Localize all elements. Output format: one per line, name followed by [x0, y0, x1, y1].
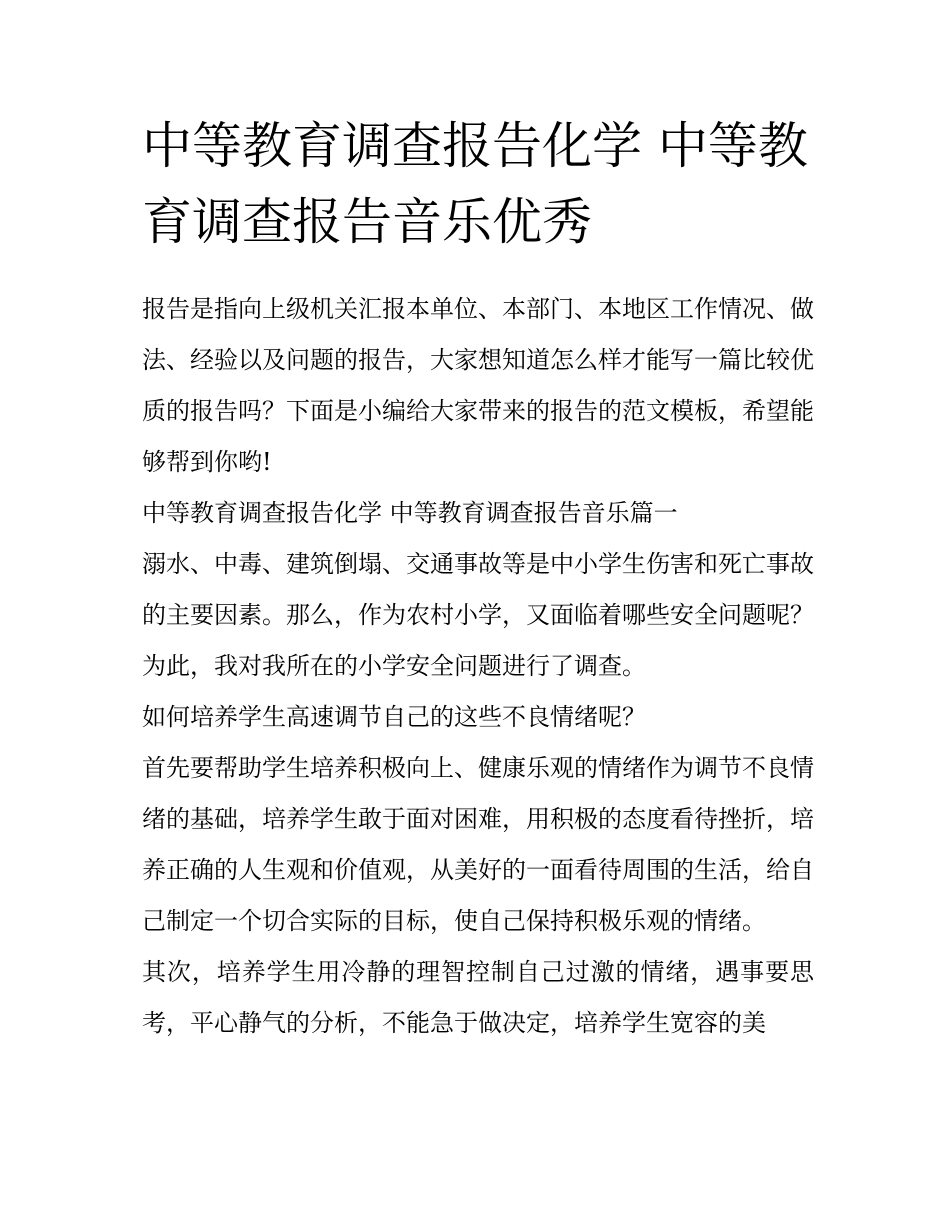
document-title: 中等教育调查报告化学 中等教育调查报告音乐优秀: [142, 117, 808, 251]
document-page: [142, 108, 814, 1049]
paragraph-intro: 报告是指向上级机关汇报本单位、本部门、本地区工作情况、做法、经验以及问题的报告，大家想知道怎么样才能写一篇比较优质的报告吗？下面是小编给大家带来的报告的范文模板，希望能够帮到你哟!: [142, 295, 814, 476]
paragraph-section-heading: 中等教育调查报告化学 中等教育调查报告音乐篇一: [142, 499, 678, 527]
paragraph-safety: 溺水、中毒、建筑倒塌、交通事故等是中小学生伤害和死亡事故的主要因素。那么，作为农村小学，又面临着哪些安全问题呢？为此，我对我所在的小学安全问题进行了调查。: [142, 550, 814, 680]
paragraph-question: 如何培养学生高速调节自己的这些不良情绪呢？: [142, 703, 646, 731]
paragraph-first: 首先要帮助学生培养积极向上、健康乐观的情绪作为调节不良情绪的基础，培养学生敢于面对困难，用积极的态度看待挫折，培养正确的人生观和价值观，从美好的一面看待周围的生活，给自己制定一个切合实际的目标，使自己保持积极乐观的情绪。: [142, 754, 814, 935]
paragraph-second: 其次，培养学生用冷静的理智控制自己过激的情绪，遇事要思考，平心静气的分析，不能急于做决定，培养学生宽容的美: [142, 958, 814, 1037]
